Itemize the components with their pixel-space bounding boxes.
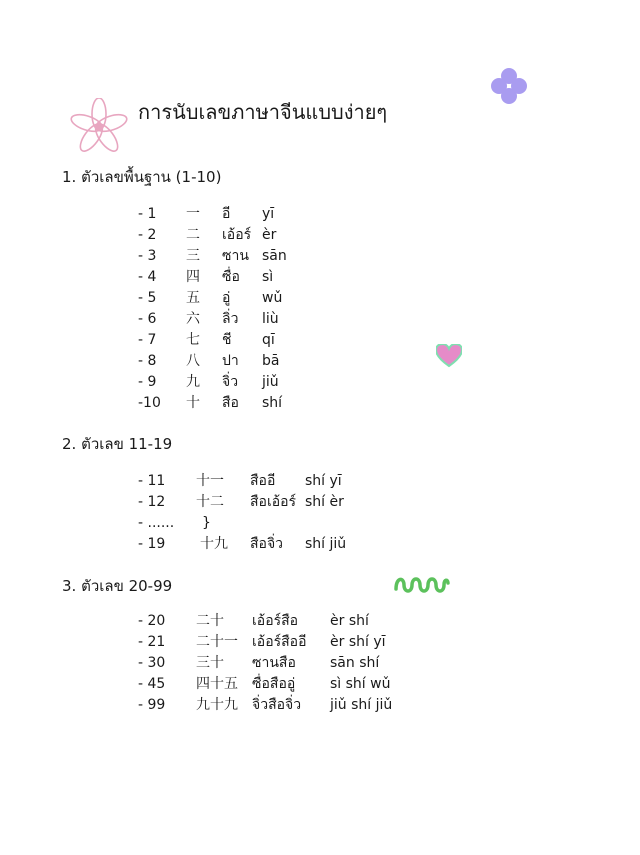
pinyin-text: jiǔ [262, 374, 279, 390]
pinyin-text: yī [262, 206, 275, 222]
number-label: - 19 [138, 536, 166, 552]
thai-reading: สือจิ่ว [250, 536, 284, 552]
hanzi-text: 十一 [196, 473, 224, 489]
pinyin-text: sān [262, 248, 287, 264]
hanzi-text: 十九 [200, 536, 228, 552]
pinyin-text: liù [262, 311, 279, 327]
number-row [0, 674, 640, 694]
section-heading-basic: 1. ตัวเลขพื้นฐาน (1-10) [62, 168, 222, 186]
hanzi-text: 十二 [196, 494, 224, 510]
number-row [0, 611, 640, 631]
hanzi-text: 七 [186, 332, 200, 348]
hanzi-text: 九 [186, 374, 200, 390]
number-label: - 20 [138, 613, 166, 629]
number-row [0, 632, 640, 652]
number-row [0, 534, 640, 554]
pinyin-text: èr shí [330, 613, 369, 629]
number-row [0, 246, 640, 266]
number-row [0, 695, 640, 715]
hanzi-text: 二十 [196, 613, 224, 629]
thai-reading: จิ่วสือจิ่ว [252, 697, 302, 713]
page-title: การนับเลขภาษาจีนแบบง่ายๆ [138, 100, 388, 124]
number-label: - 30 [138, 655, 166, 671]
number-label: - ...... [138, 515, 175, 531]
number-row [0, 309, 640, 329]
pinyin-text: shí èr [305, 494, 344, 510]
number-row [0, 492, 640, 512]
purple-clover-icon [488, 66, 530, 106]
hanzi-text: 五 [186, 290, 200, 306]
thai-reading: เอ้อร์ [222, 227, 252, 243]
hanzi-text: 三十 [196, 655, 224, 671]
thai-reading: สือ [222, 395, 239, 411]
hanzi-text: 四十五 [196, 676, 238, 692]
pinyin-text: sì shí wǔ [330, 676, 391, 692]
thai-reading: ปา [222, 353, 239, 369]
number-label: -10 [138, 395, 161, 411]
number-label: - 1 [138, 206, 157, 222]
pinyin-text: wǔ [262, 290, 283, 306]
thai-reading: อี [222, 206, 231, 222]
pinyin-text: jiǔ shí jiǔ [330, 697, 393, 713]
thai-reading: สือเอ้อร์ [250, 494, 297, 510]
hanzi-text: 一 [186, 206, 200, 222]
pinyin-text: bā [262, 353, 280, 369]
number-label: - 21 [138, 634, 166, 650]
number-row [0, 513, 640, 533]
number-row [0, 204, 640, 224]
number-label: - 2 [138, 227, 157, 243]
number-label: - 7 [138, 332, 157, 348]
thai-reading: อู่ [222, 290, 231, 306]
pinyin-text: èr [262, 227, 277, 243]
number-row [0, 351, 640, 371]
section-heading-11-19: 2. ตัวเลข 11-19 [62, 435, 173, 453]
pinyin-text: shí jiǔ [305, 536, 347, 552]
number-label: - 9 [138, 374, 157, 390]
number-row [0, 372, 640, 392]
pinyin-text: shí [262, 395, 283, 411]
thai-reading: เอ้อร์สือ [252, 613, 299, 629]
thai-reading: ซื่อสืออู่ [252, 676, 296, 692]
pinyin-text: shí yī [305, 473, 342, 489]
pinyin-text: sì [262, 269, 274, 285]
number-row [0, 393, 640, 413]
number-row [0, 225, 640, 245]
number-label: - 3 [138, 248, 157, 264]
hanzi-text: 三 [186, 248, 200, 264]
number-row [0, 653, 640, 673]
hanzi-text: 二 [186, 227, 200, 243]
number-label: - 99 [138, 697, 166, 713]
hanzi-text: } [202, 515, 211, 531]
thai-reading: ลิ่ว [222, 311, 239, 327]
number-label: - 5 [138, 290, 157, 306]
thai-reading: จิ่ว [222, 374, 239, 390]
number-label: - 6 [138, 311, 157, 327]
number-row [0, 330, 640, 350]
pinyin-text: qī [262, 332, 275, 348]
thai-reading: ซานสือ [252, 655, 296, 671]
hanzi-text: 二十一 [196, 634, 238, 650]
number-label: - 8 [138, 353, 157, 369]
hanzi-text: 九十九 [196, 697, 238, 713]
thai-reading: เอ้อร์สืออี [252, 634, 307, 650]
number-label: - 12 [138, 494, 166, 510]
hanzi-text: 四 [186, 269, 200, 285]
thai-reading: สืออี [250, 473, 276, 489]
green-squiggle-icon [393, 573, 451, 597]
section-heading-20-99: 3. ตัวเลข 20-99 [62, 577, 173, 595]
number-label: - 45 [138, 676, 166, 692]
hanzi-text: 十 [186, 395, 200, 411]
number-label: - 11 [138, 473, 166, 489]
hanzi-text: 六 [186, 311, 200, 327]
number-row [0, 471, 640, 491]
number-label: - 4 [138, 269, 157, 285]
hanzi-text: 八 [186, 353, 200, 369]
pink-flower-icon [68, 98, 130, 156]
pinyin-text: sān shí [330, 655, 380, 671]
thai-reading: ชี [222, 332, 232, 348]
pinyin-text: èr shí yī [330, 634, 386, 650]
number-row [0, 288, 640, 308]
thai-reading: ซาน [222, 248, 249, 264]
thai-reading: ซื่อ [222, 269, 240, 285]
number-row [0, 267, 640, 287]
